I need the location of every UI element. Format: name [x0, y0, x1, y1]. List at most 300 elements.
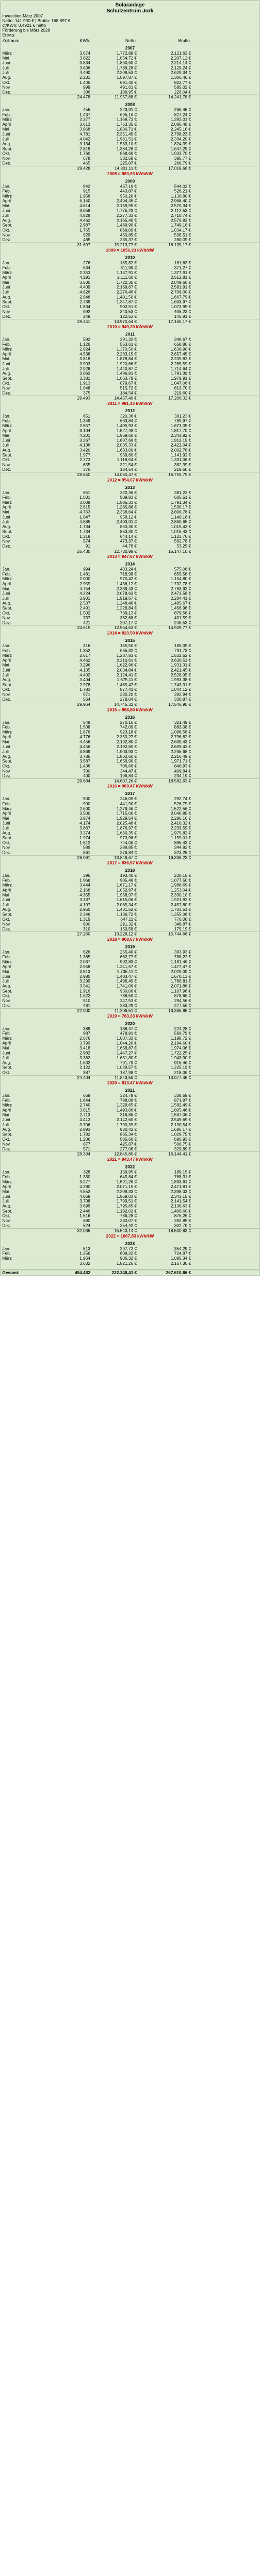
month-row: [1, 836, 259, 840]
cell-month: März: [2, 883, 12, 888]
cell-brutto: 2.049,60 €: [170, 280, 191, 285]
cell-kwh: 3.869: [79, 749, 90, 754]
cell-kwh: 4.201: [79, 433, 90, 438]
cell-netto: 344,47 €: [120, 769, 137, 774]
month-row: [1, 137, 259, 141]
cell-netto: 276,84 €: [120, 850, 137, 855]
cell-netto: 321,54 €: [120, 462, 137, 467]
cell-kwh: 1.834: [79, 304, 90, 310]
cell-month: März: [2, 347, 12, 352]
cell-brutto: 1.033,70 €: [170, 151, 191, 156]
cell-brutto: 1.181,46 €: [170, 959, 191, 964]
cell-brutto: 2.136,63 €: [170, 1204, 191, 1209]
month-row: [1, 888, 259, 892]
cell-brutto: 344,92 €: [174, 845, 191, 850]
cell-netto: 1.775,23 €: [116, 208, 137, 213]
cell-kwh: 2.928: [79, 366, 90, 371]
cell-kwh: 2.713: [79, 1112, 90, 1117]
cell-kwh: 2.537: [79, 601, 90, 606]
cell-netto: 2.034,84 €: [116, 668, 137, 673]
month-row: [1, 122, 259, 127]
cell-brutto: 382,39 €: [174, 462, 191, 467]
cell-netto: 1.226,84 €: [116, 606, 137, 611]
cell-netto: 2.192,80 €: [116, 744, 137, 750]
cell-month: Okt.: [2, 687, 10, 692]
month-row: [1, 1056, 259, 1060]
cell-netto: 1.705,11 €: [117, 969, 137, 974]
cell-brutto: 185,05 €: [174, 643, 191, 649]
month-row: [1, 366, 259, 371]
month-row: [1, 1108, 259, 1112]
cell-kwh: 1.365: [79, 955, 90, 960]
cell-netto: 695,16 €: [120, 112, 137, 117]
yield-per-kw-note: 2019 = 763,33 kWh/kW: [107, 1013, 153, 1019]
month-row: [1, 1204, 259, 1209]
cell-kwh: 485: [83, 238, 90, 243]
info-line: Investition März 2007: [2, 13, 43, 19]
cell-netto: 706,66 €: [120, 764, 137, 769]
cell-kwh: 1.206: [79, 1137, 90, 1142]
cell-month: Mai: [2, 56, 9, 61]
cell-brutto: 658,80 €: [174, 342, 191, 347]
cell-month: Juni: [2, 1117, 10, 1123]
cell-netto: 1.658,87 €: [116, 1045, 137, 1051]
month-row: [1, 1179, 259, 1184]
cell-brutto: 575,06 €: [174, 567, 191, 572]
cell-month: Dez.: [2, 1146, 11, 1152]
cell-brutto: 2.296,16 €: [170, 816, 191, 821]
month-row: [1, 611, 259, 615]
cell-netto: 1.370,50 €: [116, 347, 137, 352]
cell-month: Jan.: [2, 567, 11, 572]
cell-month: April: [2, 122, 11, 127]
cell-brutto: 1.722,25 €: [170, 1050, 191, 1056]
month-row: [1, 582, 259, 586]
cell-month: Juli: [2, 290, 9, 295]
cell-netto: 906,32 €: [120, 1256, 137, 1261]
month-row: [1, 927, 259, 931]
cell-brutto: 2.130,54 €: [170, 1122, 191, 1127]
cell-brutto: 2.121,63 €: [170, 50, 191, 56]
cell-netto: 1.431,52 €: [116, 907, 137, 912]
cell-brutto: 2.528,05 €: [170, 672, 191, 677]
sum-netto: 14.607,26 €: [114, 778, 137, 784]
column-header: [1, 38, 259, 43]
cell-kwh: 510: [83, 998, 90, 1004]
cell-netto: 1.182,02 €: [116, 1209, 137, 1214]
cell-month: Juli: [2, 519, 9, 524]
cell-brutto: 1.392,01 €: [170, 117, 191, 122]
cell-brutto: 878,66 €: [174, 993, 191, 998]
cell-kwh: 465: [83, 161, 90, 166]
cell-kwh: 592: [83, 337, 90, 342]
cell-brutto: 1.603,97 €: [170, 299, 191, 304]
cell-kwh: 3.374: [79, 831, 90, 836]
cell-netto: 1.527,48 €: [116, 428, 137, 433]
cell-brutto: 409,84 €: [174, 769, 191, 774]
yield-per-kw-note: 2014 = 820,50 kWh/kW: [107, 631, 153, 636]
cell-month: Juli: [2, 443, 9, 448]
cell-month: Juni: [2, 438, 10, 443]
sum-kwh: 31.697: [77, 243, 90, 248]
cell-netto: 2.350,27 €: [116, 735, 137, 740]
cell-brutto: 1.073,99 €: [170, 304, 191, 310]
cell-netto: 1.663,79 €: [116, 376, 137, 381]
month-row: [1, 85, 259, 90]
sum-brutto: 14.939,77 €: [168, 625, 191, 631]
cell-month: Juli: [2, 749, 9, 754]
cell-netto: 254,42 €: [120, 1223, 137, 1228]
cell-brutto: 2.194,60 €: [170, 1041, 191, 1046]
yield-per-kw-note: 2017 = 936,57 kWh/kW: [107, 860, 153, 866]
cell-brutto: 506,75 €: [174, 1142, 191, 1147]
cell-month: April: [2, 811, 11, 816]
cell-month: Okt.: [2, 917, 10, 922]
cell-brutto: 1.355,06 €: [170, 912, 191, 917]
month-row: [1, 56, 259, 60]
cell-netto: 247,53 €: [120, 998, 137, 1004]
cell-month: Dez.: [2, 773, 11, 778]
cell-month: Juni: [2, 285, 10, 290]
cell-kwh: 571: [83, 1146, 90, 1152]
year-section: [1, 791, 259, 866]
month-row: [1, 572, 259, 577]
cell-kwh: 396: [83, 873, 90, 878]
sum-brutto: 18.135,17 €: [168, 243, 191, 248]
sum-kwh: 29.964: [77, 702, 90, 707]
month-row: [1, 1147, 259, 1151]
cell-month: Jan.: [2, 1026, 11, 1031]
cell-month: Okt.: [2, 764, 10, 769]
cell-netto: 478,81 €: [120, 1031, 137, 1036]
cell-month: Aug.: [2, 677, 11, 683]
cell-kwh: 589: [83, 845, 90, 850]
cell-netto: 798,08 €: [120, 1098, 137, 1103]
cell-month: April: [2, 428, 11, 433]
month-row: [1, 1031, 259, 1036]
cell-netto: 223,91 €: [120, 107, 137, 112]
month-row: [1, 601, 259, 606]
cell-netto: 1.469,90 €: [116, 223, 137, 228]
cell-kwh: 2.617: [79, 653, 90, 658]
cell-month: Dez.: [2, 161, 11, 166]
cell-brutto: 1.123,76 €: [170, 534, 191, 539]
cell-month: Juli: [2, 825, 9, 831]
year-heading: 2008: [125, 102, 135, 107]
cell-brutto: 2.235,82 €: [170, 357, 191, 362]
cell-kwh: 915: [83, 189, 90, 194]
cell-kwh: 1.966: [79, 878, 90, 883]
cell-brutto: 1.198,72 €: [170, 1036, 191, 1041]
cell-kwh: 3.267: [79, 438, 90, 443]
cell-brutto: 2.796,82 €: [170, 735, 191, 740]
cell-brutto: 1.140,16 €: [170, 515, 191, 520]
cell-brutto: 1.029,75 €: [170, 1132, 191, 1137]
cell-brutto: 1.377,91 €: [170, 270, 191, 275]
cell-month: Dez.: [2, 90, 11, 95]
cell-month: Nov.: [2, 386, 11, 391]
sum-netto: 11.843,56 €: [114, 1075, 137, 1080]
cell-kwh: 2.987: [79, 223, 90, 228]
sum-month: [1, 472, 39, 477]
cell-kwh: 4.754: [79, 586, 90, 591]
cell-kwh: 3.699: [79, 1204, 90, 1209]
month-row: [1, 309, 259, 314]
cell-kwh: 3.636: [79, 65, 90, 71]
month-row: [1, 453, 259, 457]
cell-month: Sept.: [2, 759, 12, 764]
month-row: [1, 75, 259, 80]
month-row: [1, 1117, 259, 1122]
cell-netto: 645,84 €: [120, 1174, 137, 1180]
cell-netto: 2.403,91 €: [116, 519, 137, 524]
cell-brutto: 2.343,82 €: [170, 433, 191, 438]
cell-month: Okt.: [2, 1137, 10, 1142]
cell-kwh: 651: [83, 414, 90, 419]
cell-brutto: 1.530,17 €: [170, 505, 191, 510]
cell-kwh: 4.626: [79, 290, 90, 295]
cell-netto: 718,98 €: [120, 571, 137, 577]
month-row: [1, 381, 259, 386]
header-period: Zeitraum: [2, 38, 20, 43]
cell-kwh: 1.964: [79, 1256, 90, 1261]
cell-brutto: 226,04 €: [174, 90, 191, 95]
cell-netto: 291,32 €: [120, 337, 137, 342]
month-row: [1, 189, 259, 194]
cell-month: Juli: [2, 596, 9, 601]
cell-netto: 515,72 €: [120, 386, 137, 391]
cell-month: Aug.: [2, 984, 11, 989]
cell-month: Dez.: [2, 1223, 11, 1228]
cell-netto: 225,87 €: [120, 161, 137, 166]
month-row: [1, 1103, 259, 1108]
cell-month: Juni: [2, 361, 10, 366]
cell-kwh: 4.402: [79, 672, 90, 677]
cell-kwh: 2.168: [79, 888, 90, 893]
cell-month: Aug.: [2, 524, 11, 530]
cell-netto: 159,95 €: [120, 1170, 137, 1175]
sum-brutto: 15.147,10 €: [168, 549, 191, 554]
cell-kwh: 3.062: [79, 371, 90, 376]
cell-brutto: 1.824,39 €: [170, 141, 191, 146]
month-row: [1, 1041, 259, 1046]
cell-kwh: 3.418: [79, 1045, 90, 1051]
cell-netto: 1.919,67 €: [116, 596, 137, 601]
cell-kwh: 3.708: [79, 1199, 90, 1204]
cell-netto: 473,37 €: [120, 539, 137, 544]
cell-month: Nov.: [2, 1142, 11, 1147]
month-row: [1, 1098, 259, 1103]
cell-netto: 553,61 €: [120, 342, 137, 347]
cell-kwh: 1.958: [79, 194, 90, 199]
cell-month: Jan.: [2, 107, 11, 112]
month-row: [1, 774, 259, 778]
cell-brutto: 395,77 €: [174, 156, 191, 161]
cell-kwh: 421: [83, 620, 90, 625]
cell-brutto: 292,74 €: [174, 796, 191, 802]
cell-month: März: [2, 1103, 12, 1108]
cell-month: April: [2, 964, 11, 970]
month-row: [1, 265, 259, 270]
cell-brutto: 1.780,81 €: [170, 979, 191, 984]
cell-netto: 973,96 €: [120, 835, 137, 841]
cell-month: Okt.: [2, 1070, 10, 1075]
cell-kwh: 2.978: [79, 682, 90, 687]
cell-brutto: 1.749,18 €: [170, 223, 191, 228]
cell-kwh: 4.413: [79, 1117, 90, 1123]
cell-kwh: 3.541: [79, 984, 90, 989]
cell-kwh: 942: [83, 184, 90, 189]
cell-kwh: 564: [83, 697, 90, 702]
grand-total-kwh: 454.482: [74, 1270, 90, 1275]
cell-kwh: 4.552: [79, 1189, 90, 1194]
cell-netto: 184,54 €: [120, 467, 137, 472]
year-sum-row: [1, 319, 259, 324]
month-row: [1, 213, 259, 218]
cell-month: März: [2, 423, 12, 429]
month-row: [1, 1189, 259, 1194]
cell-kwh: 276: [83, 260, 90, 266]
sum-month: [1, 625, 39, 630]
month-row: [1, 457, 259, 462]
cell-kwh: 2.857: [79, 423, 90, 429]
month-row: [1, 1184, 259, 1189]
month-row: [1, 893, 259, 897]
cell-brutto: 569,79 €: [174, 1031, 191, 1036]
cell-month: Aug.: [2, 1127, 11, 1132]
cell-month: Feb.: [2, 112, 11, 117]
cell-netto: 2.025,48 €: [116, 821, 137, 826]
cell-brutto: 1.456,96 €: [170, 606, 191, 611]
month-row: [1, 1218, 259, 1223]
cell-netto: 509,83 €: [120, 495, 137, 500]
cell-brutto: 2.245,18 €: [170, 127, 191, 132]
cell-kwh: 574: [83, 539, 90, 544]
cell-netto: 2.277,33 €: [116, 213, 137, 218]
cell-brutto: 1.253,04 €: [170, 888, 191, 893]
cell-netto: 585,66 €: [120, 1137, 137, 1142]
cell-kwh: 3.420: [79, 448, 90, 453]
cell-kwh: 1.031: [79, 495, 90, 500]
month-row: [1, 108, 259, 112]
year-sum-row: [1, 396, 259, 401]
cell-netto: 1.862,60 €: [116, 754, 137, 759]
month-row: [1, 720, 259, 725]
cell-brutto: 2.265,68 €: [170, 749, 191, 754]
month-row: [1, 1142, 259, 1146]
cell-netto: 1.958,97 €: [116, 892, 137, 897]
cell-brutto: 1.667,79 €: [170, 295, 191, 300]
cell-kwh: 481: [83, 1003, 90, 1008]
month-row: [1, 529, 259, 534]
month-row: [1, 917, 259, 922]
cell-month: Jan.: [2, 490, 11, 495]
cell-kwh: 2.377: [79, 117, 90, 122]
month-row: [1, 979, 259, 984]
cell-brutto: 2.040,85 €: [170, 811, 191, 816]
cell-netto: 1.969,60 €: [116, 433, 137, 438]
month-row: [1, 897, 259, 902]
cell-netto: 1.753,35 €: [116, 122, 137, 127]
cell-month: Okt.: [2, 611, 10, 616]
cell-kwh: 3.813: [79, 969, 90, 974]
cell-month: Aug.: [2, 1204, 11, 1209]
cell-brutto: 2.581,91 €: [170, 285, 191, 290]
month-row: [1, 744, 259, 749]
cell-netto: 1.844,20 €: [116, 1041, 137, 1046]
cell-netto: 1.961,51 €: [116, 137, 137, 142]
cell-kwh: 669: [83, 1093, 90, 1098]
month-row: [1, 974, 259, 979]
cell-month: Nov.: [2, 462, 11, 467]
cell-netto: 2.071,15 €: [116, 1184, 137, 1190]
cell-brutto: 348,87 €: [174, 922, 191, 927]
sum-netto: 1.821,26 €: [116, 1261, 137, 1266]
cell-month: Jan.: [2, 873, 11, 878]
cell-netto: 1.860,60 €: [116, 60, 137, 65]
cell-month: Dez.: [2, 697, 11, 702]
sum-kwh: 28.640: [77, 472, 90, 478]
month-row: [1, 161, 259, 166]
cell-netto: 959,60 €: [120, 452, 137, 457]
cell-brutto: 2.609,43 €: [170, 739, 191, 744]
year-sum-row: [1, 472, 259, 478]
cell-brutto: 381,23 €: [174, 490, 191, 495]
cell-kwh: 737: [83, 615, 90, 621]
cell-netto: 1.248,46 €: [116, 601, 137, 606]
cell-month: März: [2, 1256, 12, 1261]
cell-kwh: 1.406: [79, 80, 90, 85]
sum-netto: 12.554,63 €: [114, 625, 137, 631]
cell-netto: 207,17 €: [120, 620, 137, 625]
month-row: [1, 903, 259, 907]
month-row: [1, 1050, 259, 1055]
cell-brutto: 1.979,91 €: [170, 376, 191, 381]
cell-month: Feb.: [2, 878, 11, 883]
year-heading: 2014: [125, 562, 135, 567]
month-row: [1, 883, 259, 888]
month-row: [1, 1175, 259, 1179]
month-row: [1, 65, 259, 70]
cell-month: Juni: [2, 668, 10, 673]
cell-kwh: 1.502: [79, 611, 90, 616]
cell-month: Juni: [2, 515, 10, 520]
month-row: [1, 204, 259, 208]
month-row: [1, 238, 259, 242]
cell-netto: 1.929,54 €: [116, 816, 137, 821]
cell-month: Dez.: [2, 467, 11, 472]
sum-brutto: 17.200,32 €: [168, 396, 191, 401]
cell-netto: 930,06 €: [120, 989, 137, 994]
sum-brutto: 18.500,83 €: [168, 1228, 191, 1233]
cell-month: Aug.: [2, 907, 11, 912]
month-row: [1, 816, 259, 821]
cell-kwh: 249: [83, 314, 90, 319]
cell-month: April: [2, 658, 11, 663]
cell-brutto: 1.567,06 €: [170, 1112, 191, 1117]
cell-kwh: 2.037: [79, 959, 90, 964]
cell-kwh: 3.009: [79, 500, 90, 505]
month-row: [1, 194, 259, 198]
cell-netto: 1.969,03 €: [116, 1194, 137, 1199]
cell-netto: 443,87 €: [120, 189, 137, 194]
cell-netto: 1.903,93 €: [116, 749, 137, 754]
cell-kwh: 4.776: [79, 735, 90, 740]
cell-brutto: 1.893,61 €: [170, 1179, 191, 1184]
cell-kwh: 328: [83, 1170, 90, 1175]
cell-brutto: 1.406,60 €: [170, 1209, 191, 1214]
cell-kwh: 2.491: [79, 606, 90, 611]
